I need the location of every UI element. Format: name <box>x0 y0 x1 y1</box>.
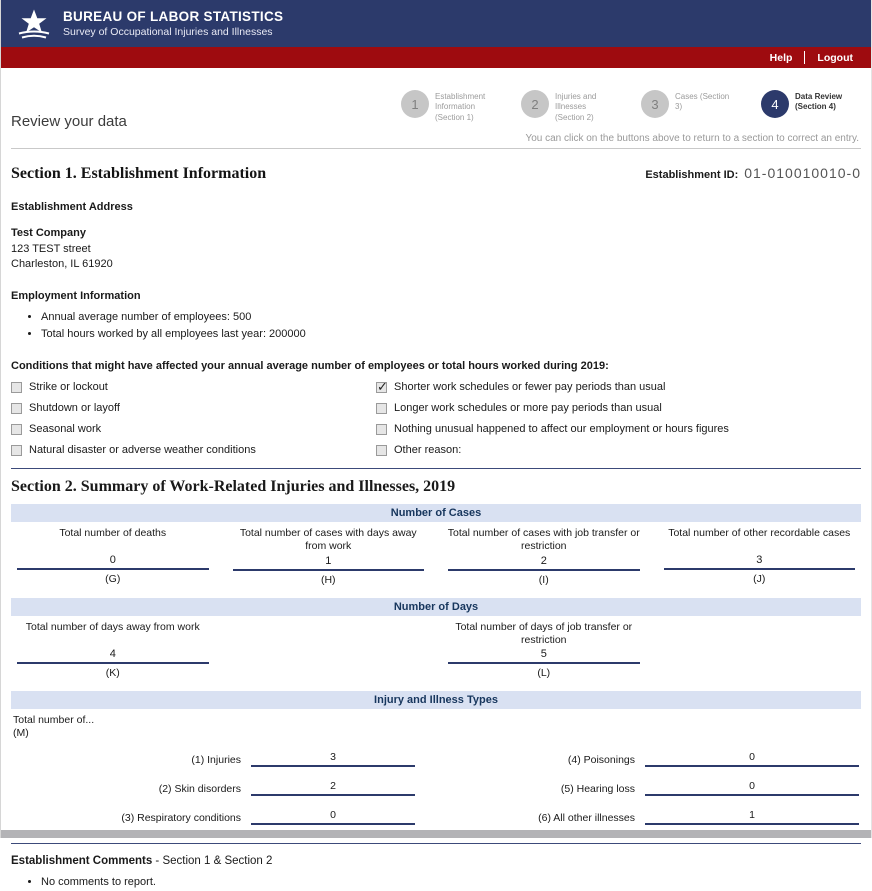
comments-heading-suffix: - Section 1 & Section 2 <box>152 855 273 868</box>
section1-header <box>11 165 861 183</box>
value-underline <box>645 751 859 767</box>
app-header <box>1 0 871 47</box>
employment-heading: Employment Information <box>11 290 141 303</box>
type-value: 0 <box>749 780 755 793</box>
help-link[interactable]: Help <box>769 51 793 64</box>
company-name: Test Company <box>11 227 86 240</box>
day-cell-l <box>444 621 644 683</box>
step-4-number: 4 <box>761 90 789 118</box>
condition-option[interactable] <box>376 381 861 393</box>
step-2-injuries-illnesses[interactable] <box>521 90 617 123</box>
step-1-number: 1 <box>401 90 429 118</box>
cell-value: 3 <box>756 554 763 567</box>
address-line-1: 123 TEST street <box>11 242 91 255</box>
condition-label: Shorter work schedules or fewer pay periods than usual <box>394 381 666 394</box>
value-underline <box>233 555 425 571</box>
cell-letter: (K) <box>105 666 120 679</box>
condition-option[interactable] <box>376 402 861 414</box>
footer-bar <box>1 830 871 838</box>
establishment-id-value: 01-010010010-0 <box>744 165 861 182</box>
type-label: (3) Respiratory conditions <box>121 812 241 825</box>
value-underline <box>645 780 859 796</box>
conditions-grid <box>11 381 861 456</box>
value-underline <box>664 554 856 570</box>
value-underline <box>448 555 640 571</box>
comments-item: • No comments to report. <box>41 874 861 891</box>
type-value: 2 <box>330 780 336 793</box>
type-label: (2) Skin disorders <box>158 783 241 796</box>
condition-label: Strike or lockout <box>29 381 108 394</box>
comments-heading <box>11 855 861 867</box>
establishment-id-label: Establishment ID: <box>645 169 739 182</box>
case-cell-h <box>229 527 429 589</box>
step-4-data-review[interactable] <box>761 90 857 123</box>
type-value: 0 <box>749 751 755 764</box>
cell-label: Total number of cases with job transfer or restriction <box>447 527 640 553</box>
type-value: 1 <box>749 809 755 822</box>
type-row <box>13 809 415 825</box>
cases-grid <box>11 522 861 589</box>
value-underline <box>251 809 415 825</box>
cell-letter: (H) <box>320 573 336 586</box>
conditions-heading: Conditions that might have affected your annual average number of employees or total hours worked during 2019: <box>11 360 609 373</box>
condition-label: Shutdown or layoff <box>29 402 120 415</box>
value-underline <box>251 751 415 767</box>
types-intro <box>13 714 861 741</box>
org-title: BUREAU OF LABOR STATISTICS <box>63 9 284 24</box>
types-intro-text: Total number of... <box>13 713 95 726</box>
case-cell-i <box>444 527 644 589</box>
type-row <box>13 751 415 767</box>
band-injury-illness-types: Injury and Illness Types <box>11 691 861 709</box>
type-label: (4) Poisonings <box>567 754 635 767</box>
band-number-of-days: Number of Days <box>11 598 861 616</box>
employment-item: • Total hours worked by all employees last year: 200000 <box>41 326 861 343</box>
types-column-right <box>457 751 859 825</box>
type-label: (1) Injuries <box>191 754 241 767</box>
section2-title: Section 2. Summary of Work-Related Injuries and Illnesses, 2019 <box>11 478 456 496</box>
conditions-column-right <box>376 381 861 456</box>
bls-logo-icon <box>17 9 51 39</box>
cell-letter: (G) <box>105 573 121 586</box>
checkbox[interactable] <box>11 424 22 435</box>
utility-bar <box>1 47 871 68</box>
value-underline <box>17 648 209 664</box>
cell-letter: (I) <box>538 573 549 586</box>
condition-option[interactable] <box>11 423 376 435</box>
section-divider <box>11 468 861 469</box>
review-header-block <box>11 68 861 131</box>
employment-item: • Annual average number of employees: 500 <box>41 309 861 326</box>
org-subtitle: Survey of Occupational Injuries and Illnesses <box>63 26 273 38</box>
type-value: 3 <box>330 751 336 764</box>
cell-value: 4 <box>109 647 116 660</box>
checkbox[interactable] <box>11 382 22 393</box>
cell-letter: (L) <box>537 666 551 679</box>
step-1-label: Establishment Information (Section 1) <box>435 92 486 122</box>
logout-link[interactable]: Logout <box>817 51 853 64</box>
condition-label: Other reason: <box>394 444 462 457</box>
types-intro-letter: (M) <box>13 727 29 740</box>
cell-value: 0 <box>109 554 116 567</box>
cell-value: 5 <box>540 647 547 660</box>
address-heading: Establishment Address <box>11 201 133 214</box>
type-row <box>457 780 859 796</box>
condition-option[interactable] <box>11 381 376 393</box>
cell-label: Total number of cases with days away from work <box>239 527 417 553</box>
page-title: Review your data <box>11 113 127 131</box>
type-row <box>457 751 859 767</box>
checkbox[interactable] <box>376 424 387 435</box>
address-line-2: Charleston, IL 61920 <box>11 257 113 270</box>
stepper <box>401 90 861 123</box>
checkbox[interactable] <box>376 382 387 393</box>
value-underline <box>251 780 415 796</box>
cell-label: Total number of deaths <box>59 527 167 540</box>
section-divider <box>11 843 861 844</box>
condition-label: Natural disaster or adverse weather conditions <box>29 444 256 457</box>
days-grid <box>11 616 861 683</box>
step-2-number: 2 <box>521 90 549 118</box>
condition-option[interactable] <box>376 423 861 435</box>
cell-label: Total number of other recordable cases <box>668 527 851 540</box>
comments-list <box>41 874 861 891</box>
type-label: (5) Hearing loss <box>560 783 635 796</box>
day-cell-k <box>13 621 213 683</box>
checkbox[interactable] <box>376 403 387 414</box>
checkbox[interactable] <box>11 403 22 414</box>
cell-label: Total number of days away from work <box>25 620 200 633</box>
type-label: (6) All other illnesses <box>538 812 635 825</box>
step-4-label: Data Review (Section 4) <box>795 92 843 112</box>
conditions-column-left <box>11 381 376 456</box>
condition-option[interactable] <box>376 444 861 456</box>
stepper-note: You can click on the buttons above to return to a section to correct an entry. <box>11 131 861 149</box>
cell-value: 1 <box>325 554 332 567</box>
condition-label: Nothing unusual happened to affect our employment or hours figures <box>394 423 729 436</box>
condition-option[interactable] <box>11 444 376 456</box>
checkbox[interactable] <box>376 445 387 456</box>
header-titles <box>63 9 283 38</box>
main-content <box>1 68 871 891</box>
types-column-left <box>13 751 415 825</box>
case-cell-j <box>660 527 860 589</box>
cell-letter: (J) <box>753 573 766 586</box>
divider <box>804 51 805 64</box>
band-number-of-cases: Number of Cases <box>11 504 861 522</box>
establishment-address <box>11 226 861 272</box>
value-underline <box>448 648 640 664</box>
type-value: 0 <box>330 809 336 822</box>
cell-value: 2 <box>540 554 547 567</box>
condition-option[interactable] <box>11 402 376 414</box>
condition-label: Seasonal work <box>29 423 102 436</box>
section1-title: Section 1. Establishment Information <box>11 165 267 183</box>
cell-label: Total number of days of job transfer or restriction <box>455 620 633 646</box>
types-grid <box>11 751 861 825</box>
comments-heading-bold: Establishment Comments <box>11 855 153 868</box>
case-cell-g <box>13 527 213 589</box>
type-row <box>457 809 859 825</box>
establishment-id <box>645 165 861 183</box>
checkbox[interactable] <box>11 445 22 456</box>
step-2-label: Injuries and Illnesses (Section 2) <box>555 92 597 122</box>
step-3-number: 3 <box>641 90 669 118</box>
value-underline <box>17 554 209 570</box>
step-3-cases[interactable] <box>641 90 737 123</box>
value-underline <box>645 809 859 825</box>
employment-list <box>41 309 861 342</box>
condition-label: Longer work schedules or more pay periods than usual <box>394 402 662 415</box>
step-3-label: Cases (Section 3) <box>675 92 730 112</box>
type-row <box>13 780 415 796</box>
step-1-establishment-information[interactable] <box>401 90 497 123</box>
